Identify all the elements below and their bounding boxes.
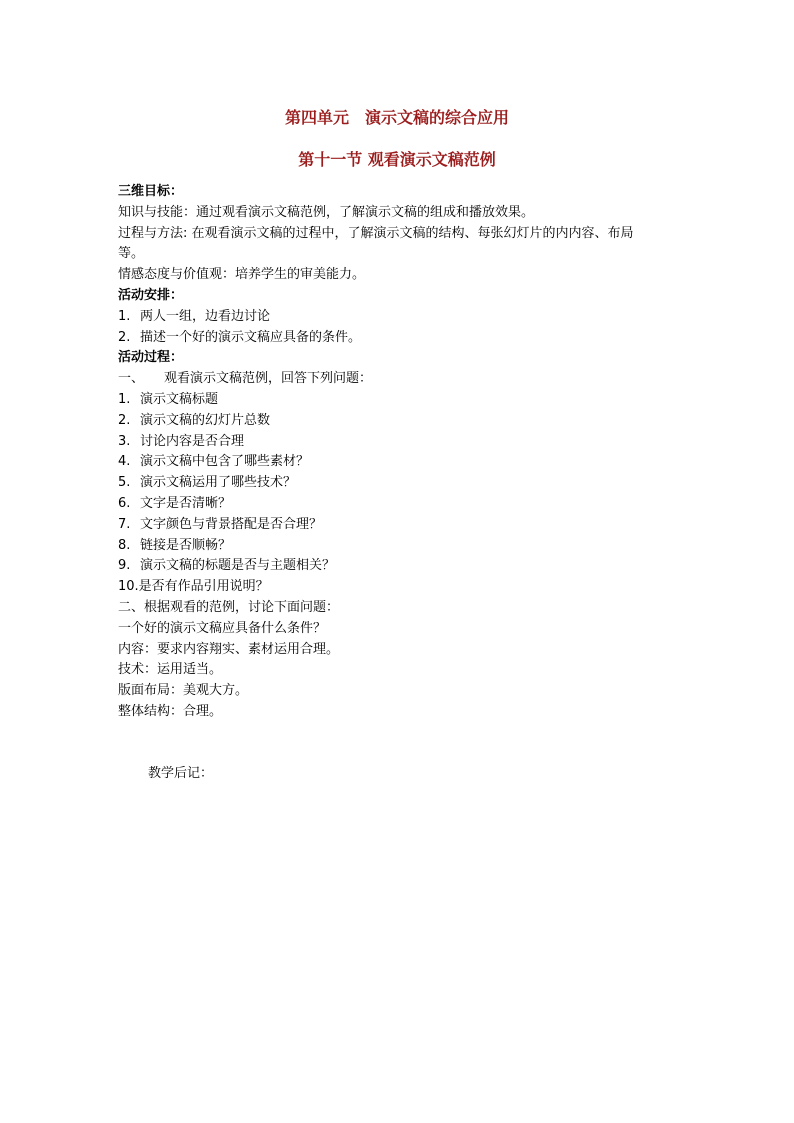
- answer-tech: 技术：运用适当。: [118, 662, 223, 678]
- lesson-title: 第十一节 观看演示文稿范例: [298, 150, 496, 169]
- document-body: [118, 182, 698, 785]
- goals-heading: 三维目标：: [118, 184, 184, 199]
- goal-process-cont: 等。: [118, 246, 145, 262]
- process-part1: 一、 观看演示文稿范例，回答下列问题：: [118, 371, 373, 387]
- question-item: 5. 演示文稿运用了哪些技术？: [118, 475, 297, 491]
- spacer: [118, 744, 698, 765]
- answer-content: 内容：要求内容翔实、素材运用合理。: [118, 641, 340, 657]
- list-item: 1. 两人一组，边看边讨论: [118, 308, 271, 324]
- part2-question: 一个好的演示文稿应具备什么条件？: [118, 620, 327, 636]
- question-item: 4. 演示文稿中包含了哪些素材？: [118, 454, 310, 470]
- answer-structure: 整体结构：合理。: [118, 703, 223, 719]
- spacer: [118, 723, 698, 744]
- question-item: 6. 文字是否清晰？: [118, 495, 232, 511]
- question-item: 2. 演示文稿的幻灯片总数: [118, 412, 271, 428]
- process-part2: 二、根据观看的范例，讨论下面问题：: [118, 599, 340, 615]
- process-heading: 活动过程：: [118, 350, 184, 366]
- list-item: 2. 描述一个好的演示文稿应具备的条件。: [118, 329, 362, 345]
- question-item: 1. 演示文稿标题: [118, 391, 219, 407]
- question-item-10: 10.是否有作品引用说明？: [118, 579, 269, 595]
- teaching-afterword: 教学后记：: [148, 766, 214, 782]
- question-item: 9. 演示文稿的标题是否与主题相关？: [118, 558, 336, 574]
- answer-layout: 版面布局：美观大方。: [118, 683, 249, 699]
- question-item: 3. 讨论内容是否合理: [118, 433, 245, 449]
- question-item: 7. 文字颜色与背景搭配是否合理？: [118, 516, 323, 532]
- arrangement-heading: 活动安排：: [118, 287, 184, 303]
- unit-title: 第四单元 演示文稿的综合应用: [284, 108, 509, 127]
- goal-emotion: 情感态度与价值观：培养学生的审美能力。: [118, 267, 366, 283]
- goal-process: 过程与方法: 在观看演示文稿的过程中，了解演示文稿的结构、每张幻灯片的内内容、布局: [118, 225, 634, 241]
- question-item: 8. 链接是否顺畅？: [118, 537, 232, 553]
- goal-knowledge: 知识与技能：通过观看演示文稿范例，了解演示文稿的组成和播放效果。: [118, 204, 535, 220]
